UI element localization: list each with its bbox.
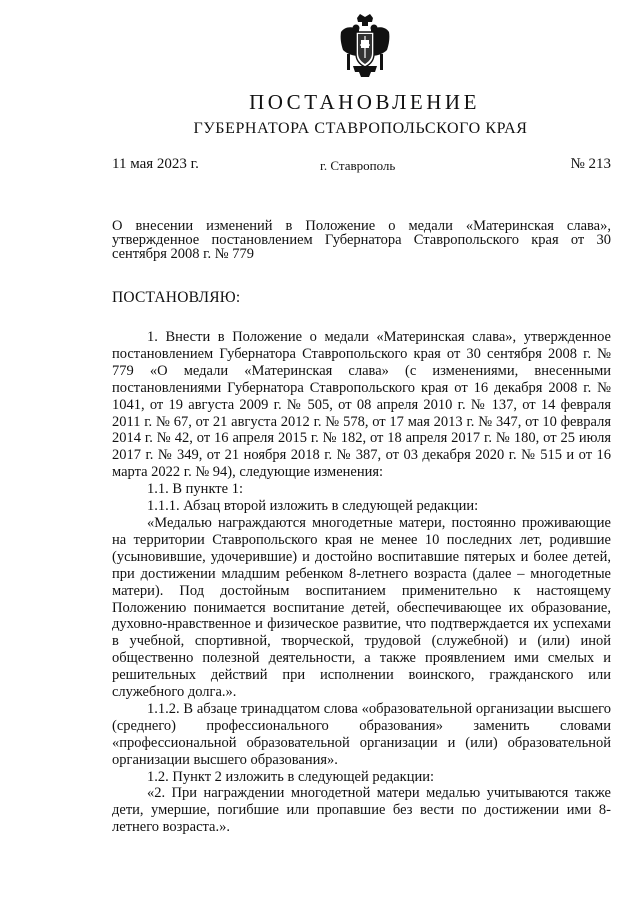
paragraph-quote-1: «Медалью награждаются многодетные матери, постоянно проживающие на территории Ставропольского края не менее 10 последних лет, родившие (усыновившие, удочерившие) и достойно воспитавшие пятерых и более детей, при достижении младшим ребенком 8-летнего возраста (далее – многодетные матери). Под достойным воспитанием применительно к настоящему Положению понимается воспитание детей, обеспечивающее их образование, духовно-нравственное и физическое развитие, что подтверждается их успехами в учебной, спортивной, творческой, трудовой (служебной) и (или) иной общественно полезной деятельности, а также проявлением ими смелых и решительных действий при исполнении воинского, гражданского или служебного долга.». [112, 514, 611, 701]
document-number: № 213 [570, 156, 611, 172]
paragraph-1-1: 1.1. В пункте 1: [147, 481, 243, 498]
document-subject: О внесении изменений в Положение о медали «Материнская слава», утвержденное постановлением Губернатора Ставропольского края от 30 сентября 2008 г. № 779 [112, 218, 611, 262]
document-date: 11 мая 2023 г. [112, 156, 199, 172]
paragraph-quote-2: «2. При награждении многодетной матери медалью учитываются также дети, умершие, погибшие или пропавшие без вести по достижении ими 8-летнего возраста.». [112, 785, 611, 836]
document-type-title: ПОСТАНОВЛЕНИЕ [249, 90, 480, 114]
paragraph-1: 1. Внести в Положение о медали «Материнская слава», утвержденное постановлением Губернатора Ставропольского края от 30 сентября 2008 г. № 779 «О медали «Материнская слава» (с изменениями, внесенными постановлениями Губернатора Ставропольского края от 16 декабря 2008 г. № 1041, от 19 августа 2009 г. № 505, от 08 апреля 2010 г. № 137, от 14 февраля 2011 г. № 67, от 21 августа 2012 г. № 578, от 17 мая 2013 г. № 347, от 10 февраля 2014 г. № 42, от 16 апреля 2015 г. № 182, от 18 апреля 2017 г. № 180, от 25 июля 2017 г. № 349, от 21 ноября 2018 г. № 387, от 03 декабря 2020 г. № 515 и от 16 марта 2022 г. № 94), следующие изменения: [112, 329, 611, 481]
decree-word: ПОСТАНОВЛЯЮ: [112, 289, 241, 306]
paragraph-1-2: 1.2. Пункт 2 изложить в следующей редакции: [147, 768, 435, 785]
document-body [112, 329, 611, 836]
document-issuer: ГУБЕРНАТОРА СТАВРОПОЛЬСКОГО КРАЯ [193, 120, 528, 137]
paragraph-1-1-1: 1.1.1. Абзац второй изложить в следующей редакции: [147, 498, 479, 515]
coat-of-arms-icon [339, 14, 391, 78]
paragraph-1-1-2: 1.1.2. В абзаце тринадцатом слова «образовательной организации высшего (среднего) профессионального образования» заменить словами «профессиональной образовательной организации и (или) образовательной организации высшего образования». [112, 700, 611, 768]
document-city: г. Ставрополь [320, 158, 396, 173]
